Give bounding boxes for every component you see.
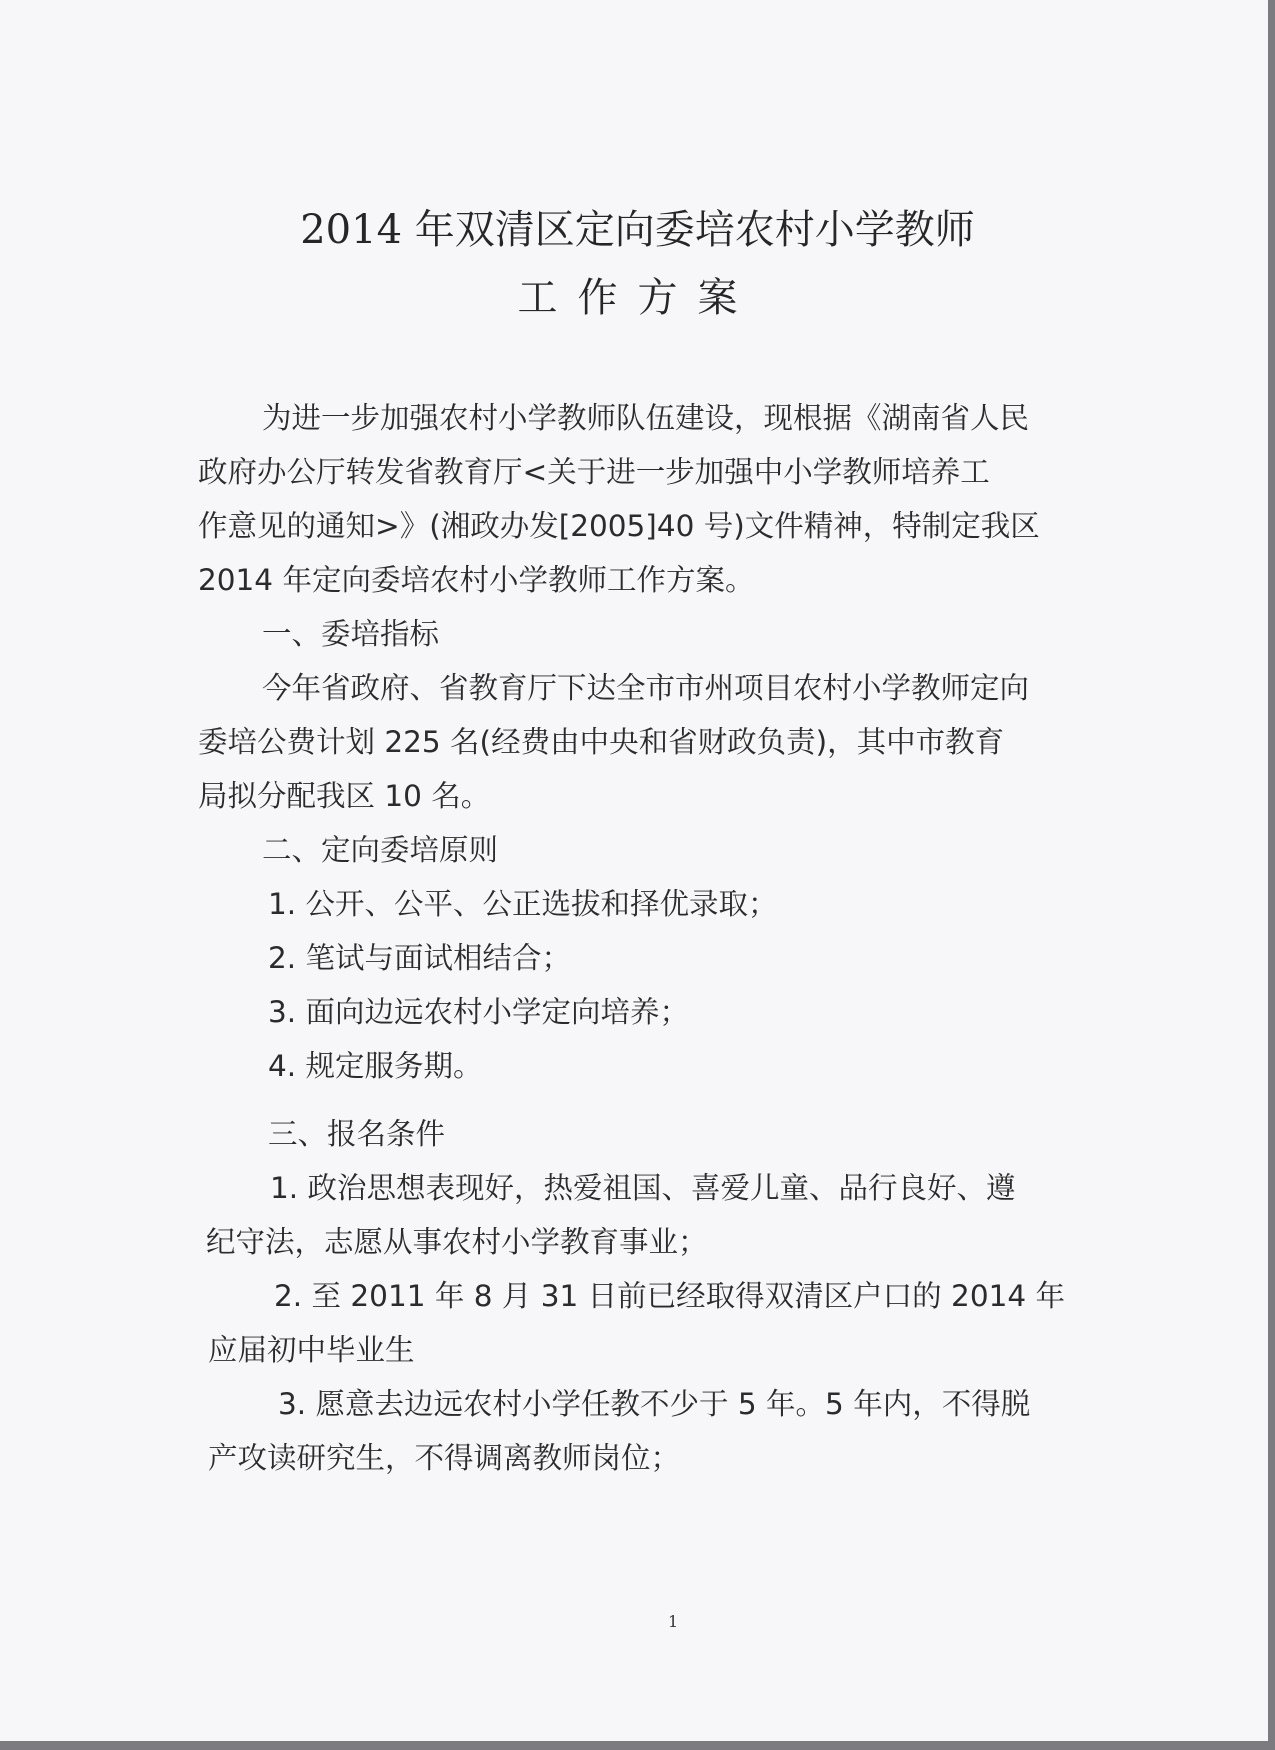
scan-edge-right [1268, 0, 1275, 1750]
document-title: 2014 年双清区定向委培农村小学教师 [300, 207, 975, 253]
section-1-heading: 一、委培指标 [262, 617, 440, 651]
section-2-item-4: 4. 规定服务期。 [268, 1049, 483, 1083]
section-2-heading: 二、定向委培原则 [262, 833, 499, 867]
intro-line-2: 政府办公厅转发省教育厅<关于进一步加强中小学教师培养工 [198, 455, 990, 489]
document-subtitle: 工作方案 [517, 275, 758, 321]
section-1-line-3: 局拟分配我区 10 名。 [198, 779, 491, 813]
section-2-item-1: 1. 公开、公平、公正选拔和择优录取； [268, 887, 778, 921]
section-3-line-2: 纪守法，志愿从事农村小学教育事业； [206, 1225, 708, 1259]
section-3-line-6: 产攻读研究生，不得调离教师岗位； [208, 1441, 681, 1475]
section-3-line-5: 3. 愿意去边远农村小学任教不少于 5 年。5 年内，不得脱 [278, 1387, 1031, 1421]
intro-line-1: 为进一步加强农村小学教师队伍建设，现根据《湖南省人民 [262, 401, 1030, 435]
page-number: 1 [668, 1612, 679, 1631]
scan-edge-bottom [0, 1741, 1275, 1750]
intro-line-3: 作意见的通知>》(湘政办发[2005]40 号)文件精神，特制定我区 [198, 509, 1040, 543]
section-3-line-1: 1. 政治思想表现好，热爱祖国、喜爱儿童、品行良好、遵 [270, 1171, 1016, 1205]
section-2-item-2: 2. 笔试与面试相结合； [268, 941, 572, 975]
section-3-heading: 三、报名条件 [268, 1117, 446, 1151]
section-3-line-3: 2. 至 2011 年 8 月 31 日前已经取得双清区户口的 2014 年 [274, 1279, 1065, 1313]
section-1-line-2: 委培公费计划 225 名(经费由中央和省财政负责)，其中市教育 [198, 725, 1005, 759]
intro-line-4: 2014 年定向委培农村小学教师工作方案。 [198, 563, 755, 597]
section-3-line-4: 应届初中毕业生 [208, 1333, 415, 1367]
section-1-line-1: 今年省政府、省教育厅下达全市市州项目农村小学教师定向 [262, 671, 1030, 705]
section-2-item-3: 3. 面向边远农村小学定向培养； [268, 995, 690, 1029]
